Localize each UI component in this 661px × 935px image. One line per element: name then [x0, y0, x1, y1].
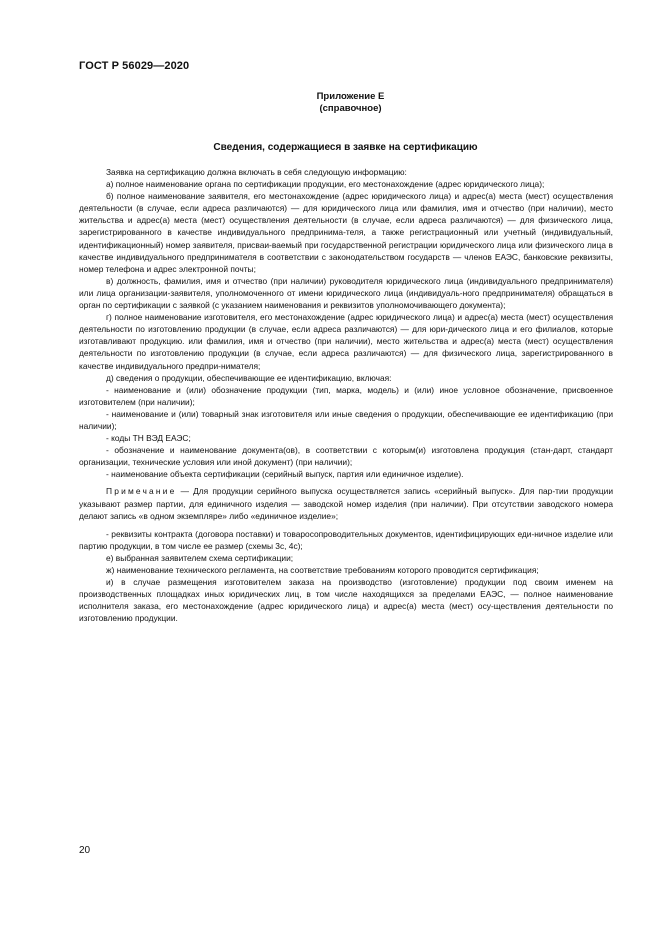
paragraph-e: е) выбранная заявителем схема сертификации; [106, 552, 294, 563]
note-label: Примечание [106, 486, 177, 497]
annex-subtitle: (справочное) [319, 103, 382, 114]
note-paragraph [79, 485, 613, 521]
paragraph-g: г) полное наименование изготовителя, его местонахождение (адрес юридического лица) и адрес(а) места (мест) осуществления деятельности по изготовлению продукции (в случае, если адреса различаются) — для юри-дического лица и его филиалов, которые изготавливают продукцию. или фамилия, имя и отчество (при наличии), место жительства и адрес(а) места (мест) осуществления деятельности по изготовлению продукции (в случае, если адреса различаются) — для физического лица, зарегистрированного в качестве индивидуального предпри-нимателя; [79, 312, 613, 371]
paragraph-a: а) полное наименование органа по сертификации продукции, его местонахождение (адрес юридического лица); [106, 179, 545, 190]
paragraph-zh: ж) наименование технического регламента, на соответствие требованиям которого проводится сертификация; [106, 565, 539, 575]
paragraph-intro: Заявка на сертификацию должна включать в себя следующую информацию: [106, 167, 407, 177]
paragraph-i: и) в случае размещения изготовителем заказа на производство (изготовление) продукции под своим именем на производственных площадках иных юридических лиц, в том числе находящихся за пределами ЕАЭС, — полное наименование исполнителя заказа, его местонахождение (адрес юридического лица) и адрес(а) места (мест) осу-ществления деятельности по изготовлению продукции. [79, 577, 613, 624]
note-text: — Для продукции серийного выпуска осуществляется запись «серийный выпуск». Для пар-тии продукции указывают размер партии, для единичного изделия — заводской номер изделия (при наличии). При отсутствии заводского номера делают запись «в одном экземпляре» либо «единичное изделие»; [79, 486, 613, 521]
list-item: - коды ТН ВЭД ЕАЭС; [106, 433, 191, 444]
paragraph-b: б) полное наименование заявителя, его местонахождение (адрес юридического лица) и адрес(а) места (мест) осуществления деятельности (в случае, если адреса различаются) — для юридического лица или фамилия, имя и отчество (при наличии), место жительства и адрес(а) места (мест) осуществления деятельности (в случае, если адреса различаются) — для физического лица, зарегистрированного в качестве индивидуального предпринима-теля, а также регистрационный или учетный (индивидуальный, идентификационный) номер заявителя, присваи-ваемый при государственной регистрации юридического лица или физического лица в качестве индивидуального предпринимателя в соответствии с законодательством государств — членов ЕАЭС, банковские реквизиты, номер телефона и адрес электронной почты; [79, 191, 613, 274]
annex-title: Приложение Е [316, 91, 385, 102]
list-item: - наименование и (или) товарный знак изготовителя или иные сведения о продукции, обеспечивающие ее идентификацию (при наличии); [79, 408, 613, 431]
annex-heading [0, 91, 661, 115]
list-item: - наименование и (или) обозначение продукции (тип, марка, модель) и (или) иное условное обозначение, присвоенное изготовителем (при наличии); [79, 384, 613, 407]
page-number: 20 [79, 845, 91, 856]
list-item: - реквизиты контракта (договора поставки) и товаросопроводительных документов, идентифицирующих еди-ничное изделие или партию продукции, в том числе ее размер (схемы 3с, 4с); [79, 528, 613, 551]
document-code: ГОСТ Р 56029—2020 [79, 60, 190, 72]
list-item: - обозначение и наименование документа(ов), в соответствии с которым(и) изготовлена продукция (стан-дарт, стандарт организации, технические условия или иной документ) (при наличии); [79, 445, 613, 468]
list-item: - наименование объекта сертификации (серийный выпуск, партия или единичное изделие). [106, 469, 464, 480]
document-body [79, 166, 613, 624]
section-title: Сведения, содержащиеся в заявке на сертификацию [213, 142, 478, 153]
paragraph-d: д) сведения о продукции, обеспечивающие ее идентификацию, включая: [106, 372, 392, 383]
paragraph-v: в) должность, фамилия, имя и отчество (при наличии) руководителя юридического лица (индивидуального предпринимателя) или лица организации-заявителя, уполномоченного от имени юридического лица (индивидуаль-ного предпринимателя) обращаться в орган по сертификации с заявкой (с указанием наименования и реквизитов уполномочивающего документа); [79, 275, 613, 311]
